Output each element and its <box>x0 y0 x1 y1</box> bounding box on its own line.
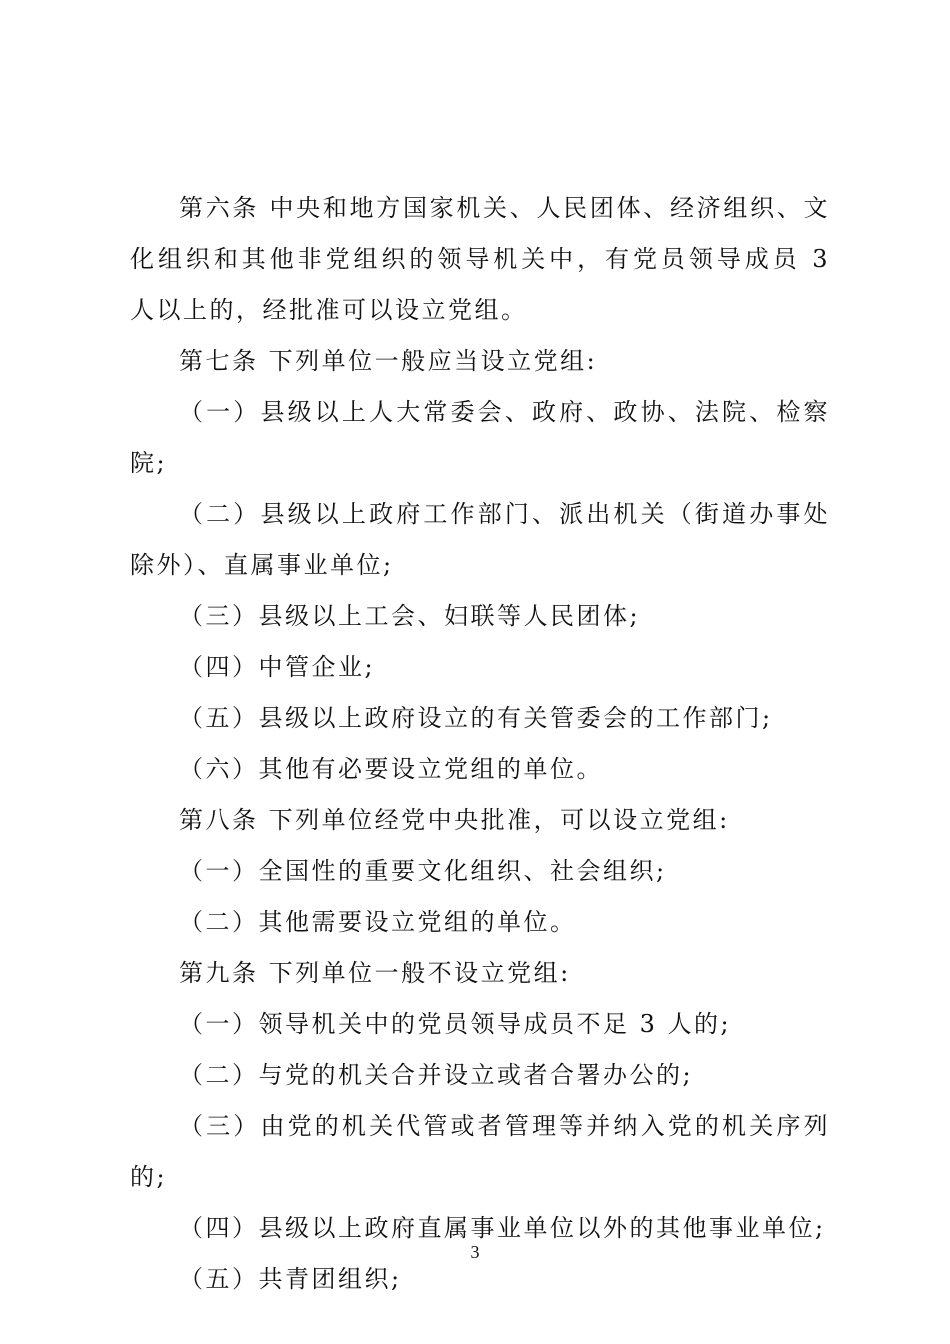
body-text <box>130 183 830 1305</box>
article-8-item-2: （二）其他需要设立党组的单位。 <box>179 908 577 936</box>
article-7-item-5: （五）县级以上政府设立的有关管委会的工作部门; <box>179 704 773 732</box>
article-7: 第七条 下列单位一般应当设立党组: <box>179 347 598 375</box>
article-9: 第九条 下列单位一般不设立党组: <box>179 959 571 987</box>
article-9-item-5: （五）共青团组织; <box>179 1265 402 1293</box>
article-7-item-3: （三）县级以上工会、妇联等人民团体; <box>179 602 641 630</box>
article-8: 第八条 下列单位经党中央批准，可以设立党组: <box>179 806 730 834</box>
article-9-item-3: （三）由党的机关代管或者管理等并纳入党的机关序列的; <box>130 1112 830 1191</box>
article-6: 第六条 中央和地方国家机关、人民团体、经济组织、文化组织和其他非党组织的领导机关中，有党员领导成员 3 人以上的，经批准可以设立党组。 <box>130 194 830 324</box>
article-9-item-4: （四）县级以上政府直属事业单位以外的其他事业单位; <box>179 1214 826 1242</box>
article-9-item-2: （二）与党的机关合并设立或者合署办公的; <box>179 1061 694 1089</box>
article-7-item-2: （二）县级以上政府工作部门、派出机关（街道办事处除外）、直属事业单位; <box>130 500 830 579</box>
article-8-item-1: （一）全国性的重要文化组织、社会组织; <box>179 857 667 885</box>
article-7-item-6: （六）其他有必要设立党组的单位。 <box>179 755 603 783</box>
article-7-item-1: （一）县级以上人大常委会、政府、政协、法院、检察院; <box>130 398 830 477</box>
page-number: 3 <box>470 1242 480 1262</box>
article-9-item-1: （一）领导机关中的党员领导成员不足 3 人的; <box>179 1010 732 1038</box>
article-7-item-4: （四）中管企业; <box>179 653 376 681</box>
